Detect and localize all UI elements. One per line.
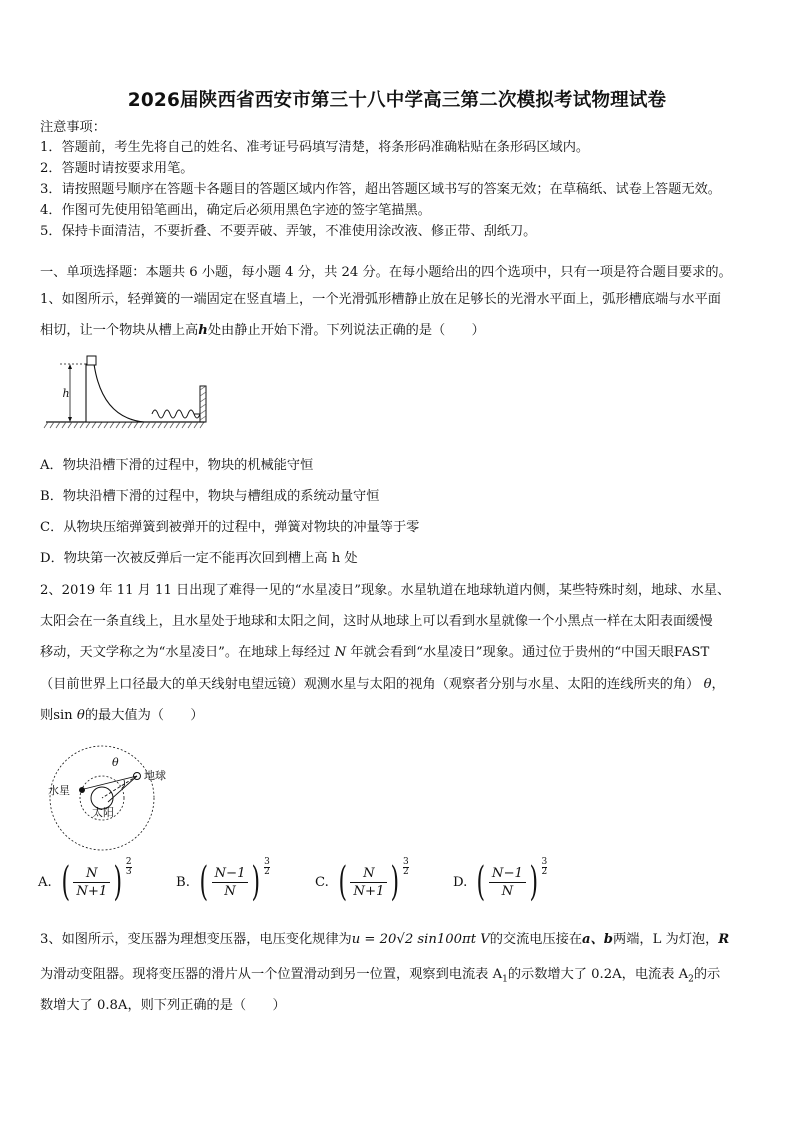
q1-stem-line1: 1、如图所示，轻弹簧的一端固定在竖直墙上，一个光滑弧形槽静止放在足够长的光滑水平面上，弧形槽底端与水平面 [40,292,721,307]
notice-item: 1．答题前，考生先将自己的姓名、准考证号码填写清楚，将条形码准确粘贴在条形码区域内。 [40,140,590,155]
notice-heading: 注意事项： [40,120,106,135]
notice-item: 3．请按照题号顺序在答题卡各题目的答题区域内作答，超出答题区域书写的答案无效；在草稿纸、试卷上答题无效。 [40,182,721,197]
q3-stem-line3: 数增大了 0.8A，则下列正确的是（ ） [40,998,286,1013]
q1-option-c[interactable]: C．从物块压缩弹簧到被弹开的过程中，弹簧对物块的冲量等于零 [40,520,420,535]
q1-option-a[interactable]: A．物块沿槽下滑的过程中，物块的机械能守恒 [40,458,314,473]
section-heading: 一、单项选择题：本题共 6 小题，每小题 4 分，共 24 分。在每小题给出的四个选项中，只有一项是符合题目要求的。 [40,265,732,280]
q1-option-d[interactable]: D．物块第一次被反弹后一定不能再次回到槽上高 h 处 [40,551,358,566]
q1-option-b[interactable]: B．物块沿槽下滑的过程中，物块与槽组成的系统动量守恒 [40,489,380,504]
q2-option-c[interactable]: C. ( $\frac{N}{N+1}$ ) $\frac{3}{2}$ [315,857,409,905]
q1-figure [40,352,220,432]
q2-fig-theta: θ [112,756,119,769]
q2-option-b[interactable]: B. ( $\frac{N-1}{N}$ ) $\frac{3}{2}$ [176,857,270,905]
q2-figure [40,738,200,858]
notice-item: 4．作图可先使用铅笔画出，确定后必须用黑色字迹的签字笔描黑。 [40,203,431,218]
q2-option-a[interactable]: A. ( $\frac{N}{N+1}$ ) $\frac{2}{3}$ [38,857,132,905]
notice-item: 2．答题时请按要求用笔。 [40,161,194,176]
q2-fig-earth-label: 地球 [144,769,166,782]
q2-stem-line2: 太阳会在一条直线上，且水星处于地球和太阳之间，这时从地球上可以看到水星就像一个小黑点一样在太阳表面缓慢 [40,614,713,629]
q3-stem-line2: 为滑动变阻器。现将变压器的滑片从一个位置滑动到另一位置，观察到电流表 $A_1$的示数增大了 0.2A，电流表 $A_2$的示 [40,967,721,985]
q3-stem-line1: 3、如图所示，变压器为理想变压器，电压变化规律为u = 20√2 sin100πt V的交流电压接在a、b两端，L 为灯泡，R [40,932,730,947]
q2-stem-line5: 则sin θ的最大值为（ ） [40,708,204,723]
page-title: 2026届陕西省西安市第三十八中学高三第二次模拟考试物理试卷 [127,90,667,111]
q2-option-d[interactable]: D. ( $\frac{N-1}{N}$ ) $\frac{3}{2}$ [453,857,548,905]
q2-stem-line4: （目前世界上口径最大的单天线射电望远镜）观测水星与太阳的视角（观察者分别与水星、太阳的连线所夹的角） θ， [40,677,725,692]
q1-fig-h-label: h [62,387,70,400]
q2-fig-mercury-label: 水星 [48,784,70,797]
q2-stem-line3: 移动，天文学称之为“水星凌日”。在地球上每经过 N 年就会看到“水星凌日”现象。通过位于贵州的“中国天眼FAST [40,645,710,660]
q3-formula: u = 20√2 sin100πt V [351,932,490,947]
q1-stem-line2: 相切，让一个物块从槽上高h处由静止开始下滑。下列说法正确的是（ ） [40,323,485,338]
q2-fig-sun-label: 太阳 [92,806,114,819]
notice-item: 5．保持卡面清洁，不要折叠、不要弄破、弄皱，不准使用涂改液、修正带、刮纸刀。 [40,224,537,239]
q2-stem-line1: 2、2019 年 11 月 11 日出现了难得一见的“水星凌日”现象。水星轨道在地球轨道内侧，某些特殊时刻，地球、水星、 [40,583,731,598]
